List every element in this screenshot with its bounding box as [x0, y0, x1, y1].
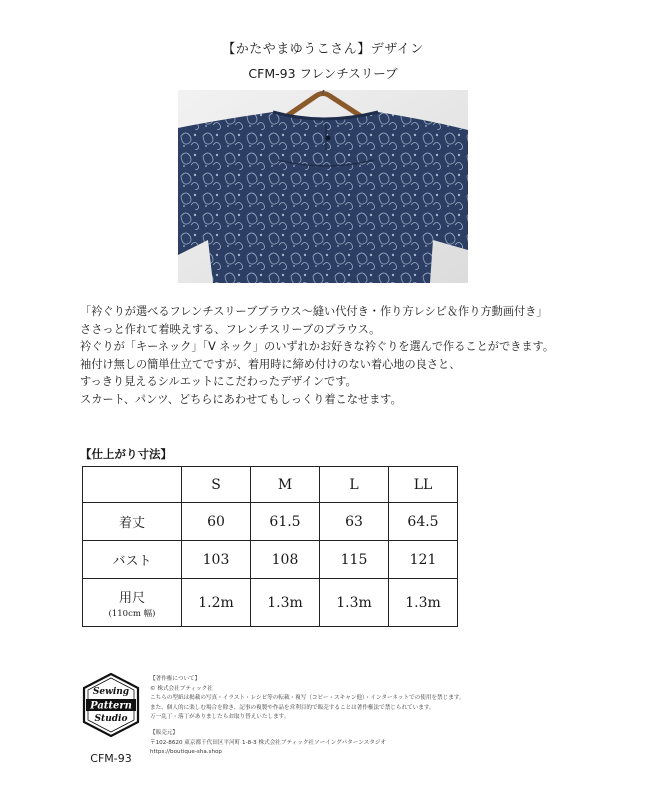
- table-cell: 103: [182, 541, 251, 579]
- table-cell: 61.5: [251, 503, 320, 541]
- row-sublabel: (110cm 幅): [108, 608, 156, 619]
- table-cell: 60: [182, 503, 251, 541]
- size-column-header: M: [251, 467, 320, 503]
- table-cell: 63: [320, 503, 389, 541]
- svg-text:Sewing: Sewing: [92, 687, 130, 697]
- table-cell: 1.3m: [389, 579, 458, 627]
- seller-address: 〒102-8620 東京都千代田区平河町 1-8-3 株式会社ブティック社ソーイングパターンスタジオ: [150, 739, 386, 746]
- table-cell: 64.5: [389, 503, 458, 541]
- row-label: 着丈: [83, 503, 182, 541]
- designer-title: 【かたやまゆうこさん】デザイン: [222, 42, 424, 57]
- product-description: [80, 303, 620, 408]
- table-cell: 1.2m: [182, 579, 251, 627]
- row-label-text: 用尺: [118, 590, 145, 606]
- description-line: ささっと作れて着映えする、フレンチスリーブのブラウス。: [80, 322, 381, 336]
- product-photo: [178, 90, 468, 283]
- copyright-text: また、個人的に楽しむ場合を除き、記事の複製や作品を営利目的で販売することは著作権法で禁じられています。: [150, 704, 435, 711]
- table-row: [83, 503, 458, 541]
- table-cell: 1.3m: [320, 579, 389, 627]
- product-title: CFM-93 フレンチスリーブ: [248, 66, 398, 81]
- table-cell: 115: [320, 541, 389, 579]
- description-line: 「衿ぐりが選べるフレンチスリーブブラウス〜縫い代付き・作り方レシピ＆作り方動画付き」: [80, 305, 548, 318]
- pattern-code: CFM-93: [90, 752, 132, 765]
- row-label: [83, 579, 182, 627]
- size-table-heading: 【仕上がり寸法】: [80, 447, 172, 461]
- copyright-text: こちらの型紙は掲載の写真・イラスト・レシピ等の転載・複写（コピー・スキャン他）・インターネットでの使用を禁じます。: [150, 695, 465, 702]
- description-line: 衿ぐりが「キーネック」「V ネック」のいずれかお好きな衿ぐりを選んで作ることができます。: [80, 340, 555, 353]
- row-label: バスト: [83, 541, 182, 579]
- size-table: [82, 466, 458, 627]
- svg-text:Studio: Studio: [94, 714, 128, 724]
- description-line: スカート、パンツ、どちらにあわせてもしっくり着こなせます。: [80, 392, 402, 406]
- copyright-heading: 【著作権について】: [150, 676, 201, 682]
- description-line: 袖付け無しの簡単仕立てですが、着用時に締め付けのない着心地の良さと、: [80, 357, 461, 371]
- seller-url: https://boutique-sha.shop: [150, 749, 222, 756]
- table-cell: 121: [389, 541, 458, 579]
- legal-notes: [150, 675, 620, 758]
- table-row: [83, 579, 458, 627]
- description-line: すっきり見えるシルエットにこだわったデザインです。: [80, 375, 357, 388]
- copyright-holder: © 株式会社ブティック社: [150, 685, 213, 692]
- table-cell: 108: [251, 541, 320, 579]
- table-cell: 1.3m: [251, 579, 320, 627]
- blouse-on-hanger-image: [178, 90, 468, 283]
- table-header-row: [83, 467, 458, 503]
- seller-heading: 【販売元】: [150, 729, 178, 736]
- size-column-header: LL: [389, 467, 458, 503]
- table-row: [83, 541, 458, 579]
- sewing-pattern-studio-logo: [80, 672, 142, 738]
- copyright-text: 万一乱丁・落丁がありましたらお取り替えいたします。: [150, 714, 290, 721]
- size-column-header: S: [182, 467, 251, 503]
- table-corner-cell: [83, 467, 182, 503]
- svg-text:Pattern: Pattern: [90, 700, 132, 712]
- size-column-header: L: [320, 467, 389, 503]
